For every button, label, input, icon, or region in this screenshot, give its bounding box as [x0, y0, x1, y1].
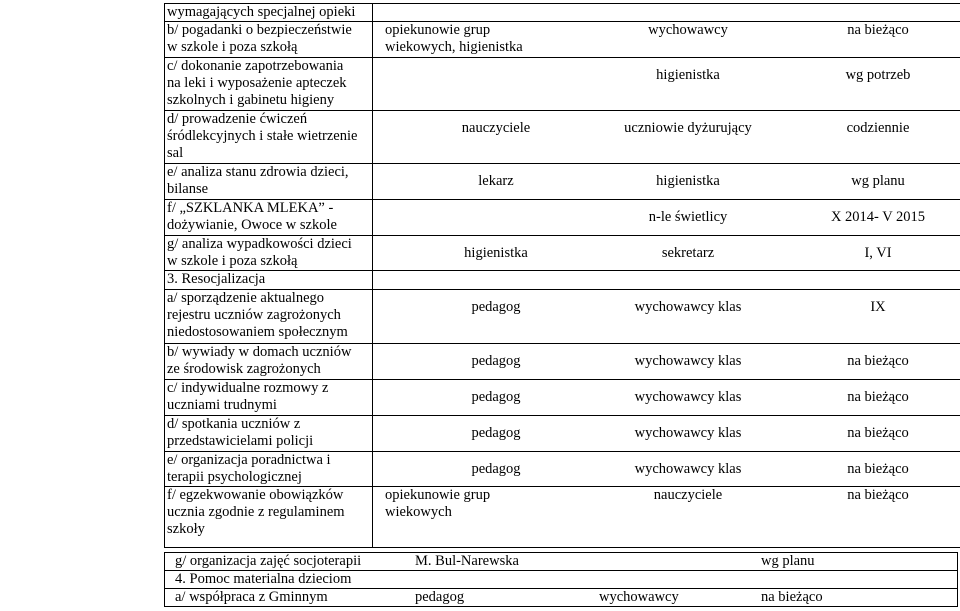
task-text: c/ dokonanie zapotrzebowania: [167, 58, 344, 74]
responsible-text: higienistka: [464, 245, 528, 261]
deadline-text: wg potrzeb: [845, 67, 911, 83]
deadline-text: X 2014- V 2015: [830, 209, 926, 225]
assignment-group: [373, 200, 960, 235]
continuation-row-content: [171, 589, 957, 606]
assignment-group: [373, 380, 960, 415]
assignment-group: [373, 416, 960, 451]
continuation-cell: [165, 553, 958, 571]
task-cell: [165, 290, 373, 344]
task-cell: [165, 271, 373, 290]
task-text: szkoły: [167, 521, 205, 537]
task-text: w szkole i poza szkołą: [167, 39, 298, 55]
task-text: f/ egzekwowanie obowiązków: [167, 487, 344, 503]
task-text: niedostosowaniem społecznym: [167, 324, 348, 340]
continuation-cell: [165, 571, 958, 589]
task-text: d/ spotkania uczniów z: [167, 416, 301, 432]
executor-text: higienistka: [656, 173, 720, 189]
table-row: [165, 58, 960, 111]
responsible-text: nauczyciele: [461, 120, 531, 136]
task-cell: [165, 164, 373, 200]
executor-text: nauczyciele: [653, 487, 723, 503]
task-text: terapii psychologicznej: [167, 469, 302, 485]
table-row: [165, 344, 960, 380]
table-row: [165, 164, 960, 200]
assignment-cell: [373, 271, 960, 290]
responsible-text: pedagog: [471, 299, 521, 315]
deadline-text: na bieżąco: [847, 353, 909, 369]
assignment-group: [373, 344, 960, 379]
table-row: [165, 589, 958, 607]
task-text: b/ wywiady w domach uczniów: [167, 344, 352, 360]
assignment-cell: [373, 111, 960, 164]
task-cell: [165, 200, 373, 236]
task-text: ze środowisk zagrożonych: [167, 361, 321, 377]
task-text: w szkole i poza szkołą: [167, 253, 298, 269]
deadline-text: wg planu: [851, 173, 905, 189]
continuation-cell: [165, 589, 958, 607]
responsible-text: wiekowych, higienistka: [385, 39, 523, 55]
assignment-group: [373, 58, 960, 110]
assignment-group: [373, 22, 960, 57]
responsible-text: wiekowych: [385, 504, 452, 520]
task-text: rejestru uczniów zagrożonych: [167, 307, 341, 323]
task-text: wymagających specjalnej opieki: [167, 4, 356, 20]
task-cell: [165, 22, 373, 58]
assignment-cell: [373, 452, 960, 487]
assignment-cell: [373, 236, 960, 271]
task-cell: [165, 487, 373, 548]
executor-text: wychowawcy: [599, 589, 679, 605]
task-text: 3. Resocjalizacja: [167, 271, 266, 287]
deadline-text: na bieżąco: [847, 487, 909, 503]
task-text: d/ prowadzenie ćwiczeń: [167, 111, 308, 127]
task-text: uczniami trudnymi: [167, 397, 277, 413]
assignment-cell: [373, 164, 960, 200]
deadline-text: wg planu: [761, 553, 815, 569]
continuation-row-content: [171, 571, 957, 588]
assignment-group: [373, 290, 960, 343]
executor-text: sekretarz: [661, 245, 715, 261]
task-text: a/ współpraca z Gminnym: [175, 589, 328, 605]
executor-text: wychowawcy klas: [634, 353, 742, 369]
task-text: sal: [167, 145, 184, 161]
table-row: [165, 290, 960, 344]
continuation-row-content: [171, 553, 957, 570]
plan-table: [164, 3, 960, 548]
assignment-cell: [373, 58, 960, 111]
deadline-text: IX: [870, 299, 886, 315]
executor-text: n-le świetlicy: [648, 209, 728, 225]
responsible-text: pedagog: [471, 461, 521, 477]
task-text: dożywianie, Owoce w szkole: [167, 217, 337, 233]
executor-text: wychowawcy klas: [634, 461, 742, 477]
executor-text: wychowawcy: [648, 22, 728, 38]
task-text: b/ pogadanki o bezpieczeństwie: [167, 22, 352, 38]
assignment-group: [373, 487, 960, 547]
responsible-text: M. Bul-Narewska: [415, 553, 519, 569]
assignment-cell: [373, 290, 960, 344]
executor-text: wychowawcy klas: [634, 389, 742, 405]
executor-text: wychowawcy klas: [634, 299, 742, 315]
assignment-cell: [373, 344, 960, 380]
assignment-group: [373, 236, 960, 270]
plan-table-continuation-body: [165, 553, 958, 607]
table-row: [165, 571, 958, 589]
assignment-cell: [373, 487, 960, 548]
task-cell: [165, 452, 373, 487]
assignment-cell: [373, 380, 960, 416]
executor-text: uczniowie dyżurujący: [624, 120, 752, 136]
responsible-text: pedagog: [471, 425, 521, 441]
responsible-text: pedagog: [471, 389, 521, 405]
task-text: na leki i wyposażenie apteczek: [167, 75, 347, 91]
task-text: bilanse: [167, 181, 209, 197]
task-cell: [165, 344, 373, 380]
plan-table-body: [165, 4, 960, 548]
responsible-text: pedagog: [471, 353, 521, 369]
task-text: szkolnych i gabinetu higieny: [167, 92, 335, 108]
deadline-text: codziennie: [846, 120, 910, 136]
assignment-group: [373, 4, 960, 21]
responsible-text: opiekunowie grup: [385, 487, 491, 503]
task-text: a/ sporządzenie aktualnego: [167, 290, 325, 306]
assignment-cell: [373, 22, 960, 58]
responsible-text: lekarz: [478, 173, 514, 189]
table-row: [165, 111, 960, 164]
deadline-text: na bieżąco: [847, 425, 909, 441]
task-text: 4. Pomoc materialna dzieciom: [175, 571, 352, 587]
assignment-group: [373, 271, 960, 289]
table-row: [165, 380, 960, 416]
assignment-cell: [373, 4, 960, 22]
assignment-cell: [373, 200, 960, 236]
deadline-text: na bieżąco: [847, 22, 909, 38]
assignment-group: [373, 164, 960, 199]
task-text: śródlekcyjnych i stałe wietrzenie: [167, 128, 358, 144]
plan-table-continuation: [164, 552, 958, 607]
executor-text: wychowawcy klas: [634, 425, 742, 441]
table-row: [165, 4, 960, 22]
task-cell: [165, 416, 373, 452]
task-text: g/ analiza wypadkowości dzieci: [167, 236, 352, 252]
task-cell: [165, 236, 373, 271]
assignment-group: [373, 452, 960, 486]
table-row: [165, 200, 960, 236]
task-cell: [165, 380, 373, 416]
deadline-text: na bieżąco: [761, 589, 823, 605]
task-cell: [165, 111, 373, 164]
responsible-text: pedagog: [415, 589, 465, 605]
table-row: [165, 22, 960, 58]
task-cell: [165, 4, 373, 22]
table-row: [165, 553, 958, 571]
deadline-text: na bieżąco: [847, 389, 909, 405]
executor-text: higienistka: [656, 67, 720, 83]
responsible-text: opiekunowie grup: [385, 22, 491, 38]
assignment-group: [373, 111, 960, 163]
table-row: [165, 452, 960, 487]
deadline-text: I, VI: [864, 245, 892, 261]
task-text: ucznia zgodnie z regulaminem: [167, 504, 345, 520]
task-cell: [165, 58, 373, 111]
deadline-text: na bieżąco: [847, 461, 909, 477]
table-row: [165, 487, 960, 548]
task-text: e/ analiza stanu zdrowia dzieci,: [167, 164, 349, 180]
assignment-cell: [373, 416, 960, 452]
task-text: c/ indywidualne rozmowy z: [167, 380, 329, 396]
task-text: e/ organizacja poradnictwa i: [167, 452, 331, 468]
table-row: [165, 416, 960, 452]
task-text: g/ organizacja zajęć socjoterapii: [175, 553, 362, 569]
table-row: [165, 271, 960, 290]
task-text: przedstawicielami policji: [167, 433, 314, 449]
task-text: f/ „SZKLANKA MLEKA” -: [167, 200, 334, 216]
table-row: [165, 236, 960, 271]
